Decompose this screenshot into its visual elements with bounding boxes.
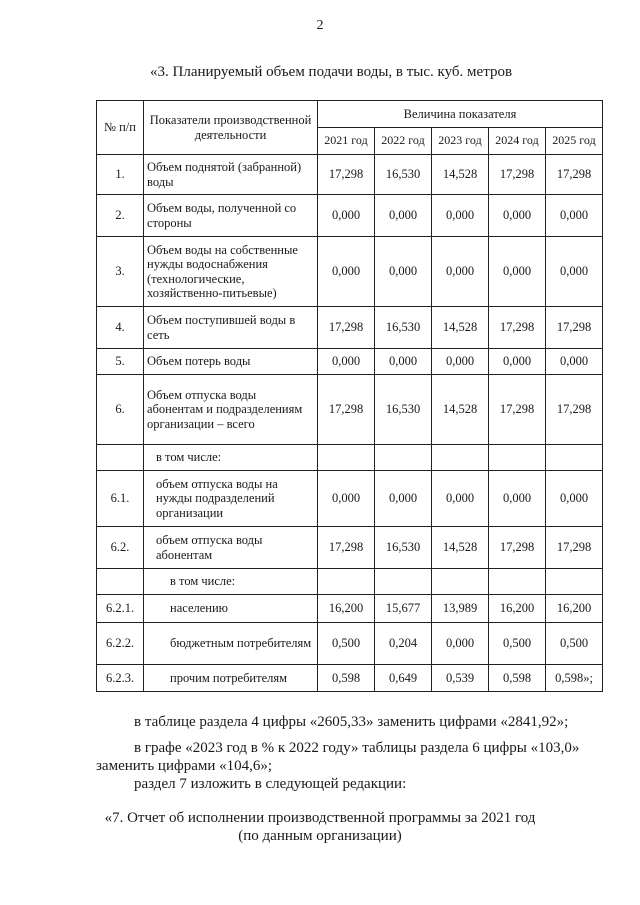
row-value: 14,528 bbox=[432, 307, 489, 349]
row-label: Объем воды на собственные нужды водоснабжения (технологические, хозяйственно-питьевые) bbox=[144, 237, 318, 307]
row-value: 0,204 bbox=[375, 623, 432, 665]
row-value: 0,000 bbox=[489, 471, 546, 527]
row-value: 0,000 bbox=[432, 349, 489, 375]
row-number bbox=[97, 569, 144, 595]
section7-title: «7. Отчет об исполнении производственной программы за 2021 год bbox=[104, 810, 536, 826]
row-number: 6.2. bbox=[97, 527, 144, 569]
row-value: 0,598 bbox=[318, 665, 375, 692]
row-value: 0,000 bbox=[375, 349, 432, 375]
row-value: 16,530 bbox=[375, 307, 432, 349]
row-value: 17,298 bbox=[546, 375, 603, 445]
column-header-value: Величина показателя bbox=[318, 101, 603, 128]
row-number: 3. bbox=[97, 237, 144, 307]
row-value: 0,000 bbox=[432, 623, 489, 665]
row-value: 17,298 bbox=[546, 307, 603, 349]
paragraph-table6-change-line2: заменить цифрами «104,6»; bbox=[96, 758, 273, 774]
table-row bbox=[97, 237, 603, 307]
row-number: 6.2.1. bbox=[97, 595, 144, 623]
row-number: 2. bbox=[97, 195, 144, 237]
row-value bbox=[375, 569, 432, 595]
table-row bbox=[97, 375, 603, 445]
row-label: бюджетным потребителям bbox=[144, 623, 318, 665]
row-value: 0,539 bbox=[432, 665, 489, 692]
row-value: 0,000 bbox=[546, 195, 603, 237]
row-value: 0,000 bbox=[375, 237, 432, 307]
water-supply-table bbox=[96, 100, 603, 692]
row-value: 14,528 bbox=[432, 375, 489, 445]
row-label: в том числе: bbox=[144, 445, 318, 471]
row-value: 15,677 bbox=[375, 595, 432, 623]
row-value bbox=[546, 569, 603, 595]
table-row bbox=[97, 527, 603, 569]
table-row bbox=[97, 195, 603, 237]
row-value: 16,530 bbox=[375, 527, 432, 569]
row-number bbox=[97, 445, 144, 471]
row-value: 0,000 bbox=[375, 471, 432, 527]
row-value: 0,000 bbox=[318, 195, 375, 237]
row-value: 16,200 bbox=[318, 595, 375, 623]
row-value: 17,298 bbox=[546, 527, 603, 569]
row-value: 0,000 bbox=[432, 195, 489, 237]
row-label: населению bbox=[144, 595, 318, 623]
row-value: 14,528 bbox=[432, 155, 489, 195]
row-value: 14,528 bbox=[432, 527, 489, 569]
row-value bbox=[432, 569, 489, 595]
row-value: 17,298 bbox=[489, 307, 546, 349]
row-value: 16,530 bbox=[375, 375, 432, 445]
column-header-number: № п/п bbox=[97, 101, 144, 155]
row-label: Объем воды, полученной со стороны bbox=[144, 195, 318, 237]
row-value bbox=[432, 445, 489, 471]
row-label: прочим потребителям bbox=[144, 665, 318, 692]
row-number: 4. bbox=[97, 307, 144, 349]
row-number: 6.2.2. bbox=[97, 623, 144, 665]
row-value: 13,989 bbox=[432, 595, 489, 623]
row-label: Объем отпуска воды абонентам и подразделениям организации – всего bbox=[144, 375, 318, 445]
row-value: 17,298 bbox=[318, 527, 375, 569]
paragraph-table6-change-line1: в графе «2023 год в % к 2022 году» таблицы раздела 6 цифры «103,0» bbox=[134, 740, 580, 756]
column-header-year: 2022 год bbox=[375, 128, 432, 155]
paragraph-table4-change: в таблице раздела 4 цифры «2605,33» заменить цифрами «2841,92»; bbox=[134, 714, 569, 730]
row-value: 0,000 bbox=[318, 471, 375, 527]
row-value: 0,000 bbox=[489, 237, 546, 307]
row-value bbox=[546, 445, 603, 471]
row-value: 16,530 bbox=[375, 155, 432, 195]
table-header-row bbox=[97, 101, 603, 128]
table-row bbox=[97, 445, 603, 471]
row-value: 17,298 bbox=[318, 375, 375, 445]
row-value bbox=[375, 445, 432, 471]
row-value bbox=[489, 445, 546, 471]
row-value: 0,598 bbox=[489, 665, 546, 692]
row-value: 0,649 bbox=[375, 665, 432, 692]
row-label: Объем поступившей воды в сеть bbox=[144, 307, 318, 349]
row-value bbox=[318, 569, 375, 595]
row-label: в том числе: bbox=[144, 569, 318, 595]
column-header-year: 2024 год bbox=[489, 128, 546, 155]
row-value: 0,000 bbox=[546, 237, 603, 307]
row-value: 0,000 bbox=[318, 349, 375, 375]
row-value: 0,000 bbox=[375, 195, 432, 237]
row-value: 0,000 bbox=[546, 471, 603, 527]
row-value: 17,298 bbox=[489, 155, 546, 195]
row-value: 0,000 bbox=[318, 237, 375, 307]
row-value: 17,298 bbox=[489, 375, 546, 445]
row-value: 17,298 bbox=[318, 307, 375, 349]
column-header-year: 2023 год bbox=[432, 128, 489, 155]
column-header-indicator: Показатели производственной деятельности bbox=[144, 101, 318, 155]
row-value: 0,500 bbox=[489, 623, 546, 665]
table-row bbox=[97, 471, 603, 527]
row-value: 0,598»; bbox=[546, 665, 603, 692]
row-value: 0,000 bbox=[489, 195, 546, 237]
table-row bbox=[97, 307, 603, 349]
table-row bbox=[97, 595, 603, 623]
table-row bbox=[97, 623, 603, 665]
row-value: 17,298 bbox=[489, 527, 546, 569]
row-value: 0,000 bbox=[432, 237, 489, 307]
section-title: «3. Планируемый объем подачи воды, в тыс. куб. метров bbox=[150, 64, 513, 80]
table-row bbox=[97, 665, 603, 692]
column-header-year: 2025 год bbox=[546, 128, 603, 155]
table-row bbox=[97, 155, 603, 195]
page-number: 2 bbox=[316, 18, 324, 33]
row-number: 1. bbox=[97, 155, 144, 195]
column-header-year: 2021 год bbox=[318, 128, 375, 155]
row-value bbox=[318, 445, 375, 471]
paragraph-section7-intro: раздел 7 изложить в следующей редакции: bbox=[134, 776, 407, 792]
row-label: Объем поднятой (забранной) воды bbox=[144, 155, 318, 195]
row-value: 16,200 bbox=[489, 595, 546, 623]
row-value: 0,500 bbox=[318, 623, 375, 665]
row-value: 0,500 bbox=[546, 623, 603, 665]
row-value: 17,298 bbox=[318, 155, 375, 195]
row-value: 0,000 bbox=[432, 471, 489, 527]
row-number: 6.1. bbox=[97, 471, 144, 527]
row-label: объем отпуска воды на нужды подразделений организации bbox=[144, 471, 318, 527]
row-value: 16,200 bbox=[546, 595, 603, 623]
row-label: Объем потерь воды bbox=[144, 349, 318, 375]
row-label: объем отпуска воды абонентам bbox=[144, 527, 318, 569]
row-value bbox=[489, 569, 546, 595]
row-value: 0,000 bbox=[489, 349, 546, 375]
section7-subtitle: (по данным организации) bbox=[238, 828, 402, 844]
row-number: 5. bbox=[97, 349, 144, 375]
row-value: 0,000 bbox=[546, 349, 603, 375]
table-row bbox=[97, 569, 603, 595]
row-number: 6. bbox=[97, 375, 144, 445]
table-row bbox=[97, 349, 603, 375]
row-number: 6.2.3. bbox=[97, 665, 144, 692]
row-value: 17,298 bbox=[546, 155, 603, 195]
